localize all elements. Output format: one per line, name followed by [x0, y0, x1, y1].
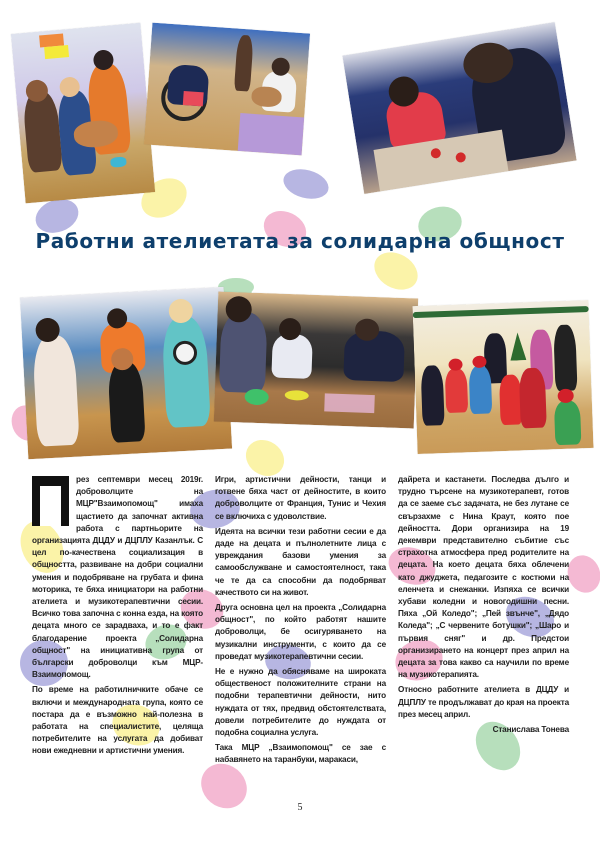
photo-drum-dance	[20, 287, 232, 459]
author-signature: Станислава Тонева	[492, 725, 569, 735]
article-paragraph: Игри, артистични дейности, танци и готвене бяха част от дейностите, в които доброволците от Франция, Тунис и Чехия се включиха с удоволствие.	[215, 475, 386, 521]
photo-workshop-table	[214, 292, 418, 429]
photo-crafts-table	[342, 22, 576, 194]
article-column-2	[215, 474, 386, 770]
decorative-blob	[280, 165, 332, 204]
article-column-3	[398, 474, 569, 770]
article-paragraph: Друга основна цел на проекта „Солидарна общност", по който работят нашите доброволци, бе осигуряването на музикални инструменти, с които да се проведат музикотерапевтични сесии.	[215, 603, 386, 661]
article-paragraph: По време на работилничките обаче се включи и международната група, която се постара да е възможно най-полезна в работата на специалистите, целяща потребителите на услугата да добиват нови ежедневни и артистични умения.	[32, 685, 203, 756]
article-column-1	[32, 474, 203, 770]
page-number: 5	[297, 802, 303, 813]
dropcap-letter	[32, 476, 69, 526]
article-paragraph: Идеята на всички тези работни сесии е да даде на децата и пълнолетните лица с увреждания базови умения за самообслужване и самостоятелност, така че те да са способни да подобряват качеството си на живот.	[215, 526, 386, 597]
article-paragraph: Не е нужно да обясняваме на широката общественост положителните страни на подобни терапевтични дейности, нито нуждата от тях, предвид обстоятелствата, довели потребителите до нуждата от подобна социална услуга.	[215, 667, 386, 738]
photo-christmas-event	[412, 300, 593, 454]
article-paragraph	[32, 474, 203, 681]
article-body	[32, 474, 569, 770]
paragraph-text: рез септември месец 2019г. доброволците на МЦР"Взаимопомощ" имаха щастието да започнат активна работа с партньорите на организацията ДЦДУ и ДЦПЛУ Казанлък. С цел по-качествена социализация в общността, развиване на добри социални умения и подобряване на грубата и фина моторика, те бяха инициатори на работни ателиета и музикотерапевтични сесии. Всичко това започна с конна езда, на която децата много се зарадваха, и то е факт благодарение проекта „Солидарна общност" на инициативна група от български доброволци към МЦР-Взаимопомощ.	[32, 475, 203, 680]
article-paragraph: Така МЦР „Взаимопомощ" се зае с набавянето на таранбуки, маракаси,	[215, 743, 386, 765]
article-title: Работни ателиетата за солидарна общност	[35, 229, 565, 253]
article-paragraph: Относно работните ателиета в ДЦДУ и ДЦПЛУ те продължават до края на проекта през месец април.	[398, 685, 569, 719]
article-paragraph: дайрета и кастанети. Последва дълго и трудно търсене на музикотерапевт, готов да се заеме със задачата, не без лутане се свързахме с Нина Краут, която пое дейността. Дори организира на 19 декември представително събитие със страхотна атмосфера пред родителите на децата. На което децата бяха облечени като джуджета, педагозите с костюми на еленчета и снежанки. Изпяха се всички хубави коледни и новогодишни песни. Пяха „Ой Коледо"; „Пей звънче", „Дядо Коледа"; „С червените ботушки"; „Шаро и първия сняг" и др. Предстои организирането на концерт през април на децата за това какво са научили по време на музикотерапията.	[398, 475, 569, 680]
photo-wheelchair-guitar	[144, 23, 310, 156]
photo-boys-with-guitar	[11, 23, 155, 204]
